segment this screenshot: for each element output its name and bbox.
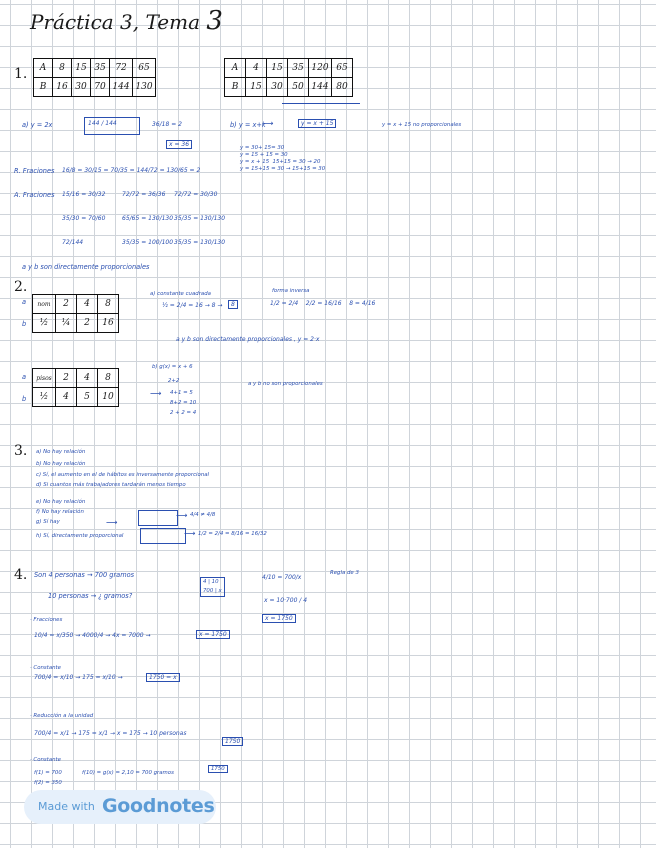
arrow-icon: ⟶ (150, 389, 162, 398)
cell: 4 (77, 295, 98, 314)
cell: 50 (288, 78, 309, 97)
cell: 8 (98, 295, 119, 314)
cell: A (34, 59, 53, 78)
bracket-line (282, 103, 360, 104)
cell: A (225, 59, 246, 78)
line-1b: b) y = x+k (230, 121, 266, 129)
row-label: b (22, 395, 27, 403)
label-4b: · Constante (30, 665, 61, 671)
cell: 65 (133, 59, 156, 78)
section-3-label: 3. (14, 443, 28, 459)
cell: 16 (98, 314, 119, 333)
note-2b2: b) g(x) = x + 6 (152, 364, 193, 370)
line: g) Sí hay (36, 519, 60, 525)
cell: 30 (72, 78, 91, 97)
mini-box-4 (200, 577, 225, 597)
cell: 2 (56, 369, 77, 388)
cell: 10 (98, 388, 119, 407)
result-2b: a y b son directamente proporcionales , y = 2·x (176, 336, 320, 343)
frac-1: 15/16 = 30/32 (62, 191, 106, 198)
mini-grid-2 (140, 528, 186, 544)
line: f(1) = 700 (34, 770, 62, 776)
page-title (30, 6, 223, 36)
table-1b (224, 58, 353, 97)
cell: ¼ (56, 314, 77, 333)
cell: 144 (110, 78, 133, 97)
cell: 5 (77, 388, 98, 407)
section-1-label: 1. (14, 66, 28, 82)
line: c) Sí, el aumento en el de hábitos es inversamente proporcional (36, 472, 210, 478)
line: f(2) = 350 (34, 780, 62, 786)
cell: 35 (91, 59, 110, 78)
cell: 16 (53, 78, 72, 97)
cell: pisos (33, 369, 56, 388)
table-1a (33, 58, 156, 97)
box-1b: y = x + 15 (298, 119, 336, 128)
cell: nom (33, 295, 56, 314)
line: d) Si cuantos más trabajadores tardarán menos tiempo (36, 482, 186, 488)
cell: ½ (33, 314, 56, 333)
cell: 2 (77, 314, 98, 333)
line: b) No hay relación (36, 461, 86, 467)
cell: 65 (332, 59, 353, 78)
line-1a: a) y = 2x (22, 121, 53, 129)
conclusion-1: a y b son directamente proporcionales (22, 263, 150, 271)
cell: 30 (267, 78, 288, 97)
result-2b2: a y b no son proporcionales (248, 381, 323, 387)
frac-3: 72/144 (62, 239, 84, 246)
cell: 4 (56, 388, 77, 407)
line: f) No hay relación (36, 509, 84, 515)
cell: 2 (56, 295, 77, 314)
cell: 72 (110, 59, 133, 78)
line: 4+1 = 5 (170, 390, 193, 396)
box-1a: x = 36 (166, 140, 192, 149)
line: 2 + 2 = 4 (170, 410, 197, 416)
watermark-made-text: Made with (38, 800, 95, 813)
arrow-icon: ⟶ (106, 518, 118, 527)
mini-row: 700 | x (203, 588, 222, 594)
box-4c: 1750 (222, 737, 243, 746)
note-2a: a) constante cuadrada (150, 291, 211, 297)
line: 8+2 = 10 (170, 400, 197, 406)
row-label: a (22, 373, 27, 381)
line: a) No hay relación (36, 449, 86, 455)
head-4: Son 4 personas → 700 gramos (34, 571, 135, 579)
title-number: 3 (206, 6, 223, 36)
box-4b: 1750 = x (146, 673, 180, 682)
section-2-label: 2. (14, 279, 28, 295)
arrow-icon: ⟶ (262, 119, 274, 128)
cell: 8 (98, 369, 119, 388)
mini-row: 4 | 10 (203, 579, 219, 585)
row-label: a (22, 298, 27, 306)
watermark-brand-logo: Goodnotes (102, 795, 215, 817)
note-2b: forma inversa (272, 288, 310, 294)
line: 2+2 (168, 378, 180, 384)
table-2b (32, 368, 119, 407)
arrow-icon: ⟶ (184, 529, 196, 538)
box-4d: 1750 (208, 765, 228, 773)
calc-1b: y = 30+ 15= 30 y = 15 + 15 = 30 y = x + 15 15+15 = 30 → 20 y = 15+15 = 30 → 15+15 = 30 (240, 145, 326, 172)
table-2a (32, 294, 119, 333)
label-r: R. Fraciones (14, 167, 55, 175)
cell: 8 (53, 59, 72, 78)
cell: ½ (33, 388, 56, 407)
label-4a: · Fracciones (30, 617, 63, 623)
rule-4: Regla de 3 (330, 570, 359, 576)
arrow-icon: ⟶ (176, 511, 188, 520)
frac-line: 16/8 = 30/15 = 70/35 = 144/72 = 130/65 = 2 (62, 167, 201, 174)
cell: 120 (309, 59, 332, 78)
frac-2: 35/30 = 70/60 (62, 215, 106, 222)
label-4c: · Reducción a la unidad (30, 713, 94, 719)
cell: 15 (72, 59, 91, 78)
question-4: 10 personas → ¿ gramos? (48, 592, 133, 600)
label-4d: · Constante (30, 757, 61, 763)
box-4a: x = 1750 (196, 630, 230, 639)
cell: 70 (91, 78, 110, 97)
cell: 35 (288, 59, 309, 78)
cell: B (225, 78, 246, 97)
label-f: A. Fraciones (14, 191, 55, 199)
cell: 4 (77, 369, 98, 388)
box-4-final: x = 1750 (262, 614, 296, 623)
line: h) Sí, directamente proporcional (36, 533, 124, 539)
section-4-label: 4. (14, 567, 28, 583)
title-text: Práctica 3, Tema (30, 10, 201, 34)
cell: B (34, 78, 53, 97)
mini-grid (138, 510, 178, 526)
box-2a: 8 (228, 300, 238, 309)
line: e) No hay relación (36, 499, 86, 505)
cell: 15 (246, 78, 267, 97)
cell: 80 (332, 78, 353, 97)
cell: 144 (309, 78, 332, 97)
cell: 130 (133, 78, 156, 97)
cell: 4 (246, 59, 267, 78)
no-prop-note: y = x + 15 no proporcionales (382, 122, 462, 128)
cell: 15 (267, 59, 288, 78)
row-label: b (22, 320, 27, 328)
